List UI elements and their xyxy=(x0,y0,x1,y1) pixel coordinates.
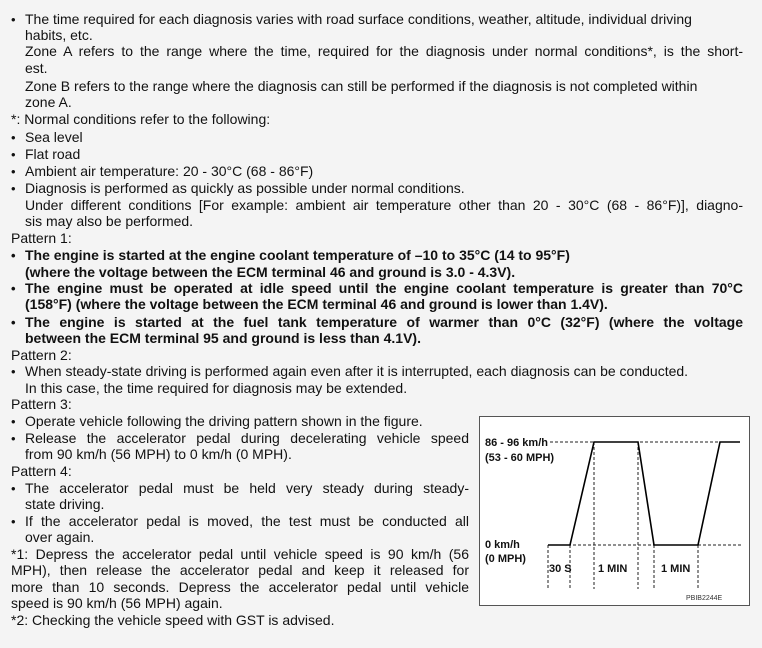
footnote-1: speed is 90 km/h (56 MPH) again. xyxy=(11,595,223,611)
pattern1-heading: Pattern 1: xyxy=(11,230,72,246)
bullet: • xyxy=(11,514,16,529)
pattern3-item: Release the accelerator pedal during decelerating vehicle speed xyxy=(25,430,469,446)
pattern2-heading: Pattern 2: xyxy=(11,347,72,363)
footnote-1: more than 10 seconds. Depress the accelerator pedal until vehicle xyxy=(11,579,469,595)
pattern1-item: The engine is started at the fuel tank temperature of warmer than 0°C (32°F) (where the voltage xyxy=(25,314,743,330)
segment-1min-label: 1 MIN xyxy=(661,563,691,575)
pattern1-item: The engine must be operated at idle speed until the engine coolant temperature is greater than 70°C xyxy=(25,280,743,296)
zone-a-text: Zone A refers to the range where the time, required for the diagnosis under normal conditions*, is the short- xyxy=(25,43,743,59)
high-speed-label: 86 - 96 km/h xyxy=(485,437,548,449)
pattern2-item: When steady-state driving is performed again even after it is interrupted, each diagnosis can be conducted. xyxy=(25,363,689,379)
intro-line: habits, etc. xyxy=(25,27,93,43)
pattern4-item: state driving. xyxy=(25,496,105,512)
pattern1-item: (158°F) (where the voltage between the ECM terminal 46 and ground is lower than 1.4V). xyxy=(25,296,608,312)
footnote-2: *2: Checking the vehicle speed with GST is advised. xyxy=(11,612,335,628)
high-speed-mph-label: (53 - 60 MPH) xyxy=(485,452,555,464)
list-item: Diagnosis is performed as quickly as possible under normal conditions. xyxy=(25,180,465,196)
bullet: • xyxy=(11,147,16,162)
zone-b-text: Zone B refers to the range where the diagnosis can still be performed if the diagnosis is not completed within xyxy=(25,78,698,94)
pattern4-item: The accelerator pedal must be held very steady during steady- xyxy=(25,480,469,496)
bullet: • xyxy=(11,431,16,446)
pattern3-heading: Pattern 3: xyxy=(11,396,72,412)
zone-b-text: zone A. xyxy=(25,94,72,110)
pattern1-item: between the ECM terminal 95 and ground is less than 4.1V). xyxy=(25,330,421,346)
list-item: Flat road xyxy=(25,146,81,162)
pattern1-item: The engine is started at the engine coolant temperature of –10 to 35°C (14 to 95°F) xyxy=(25,247,570,263)
zone-a-text: est. xyxy=(25,60,48,76)
pattern1-item: (where the voltage between the ECM terminal 46 and ground is 3.0 - 4.3V). xyxy=(25,264,516,280)
pattern4-item: If the accelerator pedal is moved, the test must be conducted all xyxy=(25,513,469,529)
zero-speed-mph-label: (0 MPH) xyxy=(485,553,526,565)
footnote-1: MPH), then release the accelerator pedal and keep it released for xyxy=(11,562,469,578)
different-conditions-text: sis may also be performed. xyxy=(25,213,194,229)
bullet: • xyxy=(11,364,16,379)
pattern2-item: In this case, the time required for diagnosis may be extended. xyxy=(25,380,408,396)
list-item: Sea level xyxy=(25,129,83,145)
different-conditions-text: Under different conditions [For example: ambient air temperature other than 20 - 30°C (68 - 86°F)], diagno- xyxy=(25,197,743,213)
intro-line: The time required for each diagnosis varies with road surface conditions, weather, altitude, individual driving xyxy=(25,11,692,27)
segment-1min-label: 1 MIN xyxy=(598,563,628,575)
driving-pattern-figure xyxy=(479,416,750,606)
bullet: • xyxy=(11,12,16,27)
pattern3-item: from 90 km/h (56 MPH) to 0 km/h (0 MPH). xyxy=(25,446,292,462)
bullet: • xyxy=(11,164,16,179)
footnote-1: *1: Depress the accelerator pedal until vehicle speed is 90 km/h (56 xyxy=(11,546,469,562)
bullet: • xyxy=(11,414,16,429)
bullet: • xyxy=(11,130,16,145)
pattern3-item: Operate vehicle following the driving pattern shown in the figure. xyxy=(25,413,423,429)
pattern4-item: over again. xyxy=(25,529,95,545)
segment-30s-label: 30 S xyxy=(549,563,572,575)
normal-conditions-heading: *: Normal conditions refer to the following: xyxy=(11,111,271,127)
figure-id: PBIB2244E xyxy=(686,595,723,602)
bullet: • xyxy=(11,481,16,496)
bullet: • xyxy=(11,181,16,196)
bullet: • xyxy=(11,281,16,296)
list-item: Ambient air temperature: 20 - 30°C (68 - 86°F) xyxy=(25,163,314,179)
zero-speed-label: 0 km/h xyxy=(485,539,520,551)
vehicle-speed-trace xyxy=(548,442,740,545)
bullet: • xyxy=(11,315,16,330)
pattern4-heading: Pattern 4: xyxy=(11,463,72,479)
bullet: • xyxy=(11,248,16,263)
